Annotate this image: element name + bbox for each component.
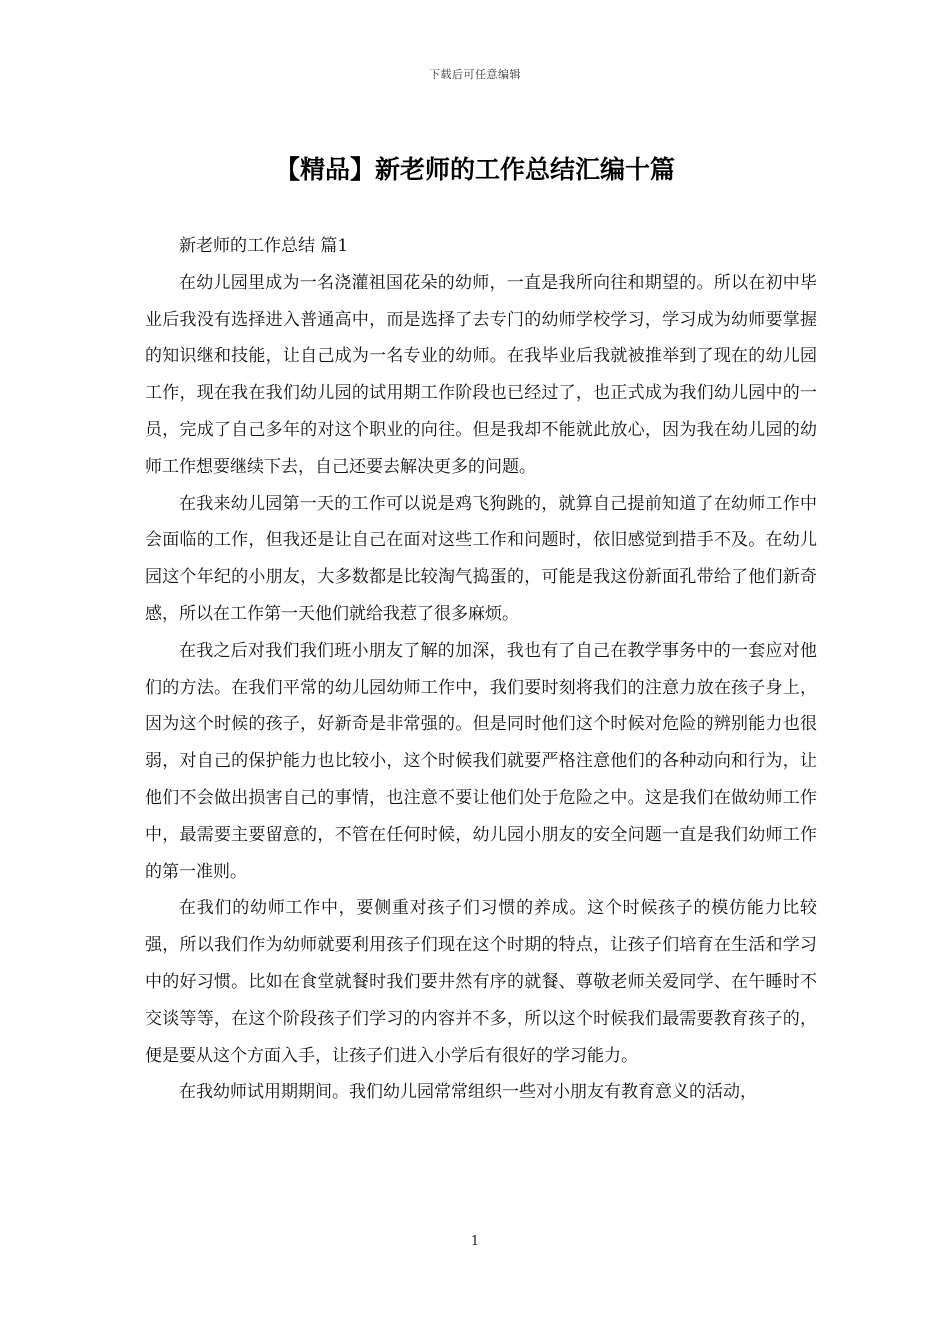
section-heading: 新老师的工作总结 篇1 — [179, 236, 349, 256]
paragraph-1: 在幼儿园里成为一名浇灌祖国花朵的幼师，一直是我所向往和期望的。所以在初中毕业后我没有选择进入普通高中，而是选择了去专门的幼师学校学习，学习成为幼师要掌握的知识继和技能，让自己成为一名专业的幼师。在我毕业后我就被推举到了现在的幼儿园工作，现在我在我们幼儿园的试用期工作阶段也已经过了，也正式成为我们幼儿园中的一员，完成了自己多年的对这个职业的向往。但是我却不能就此放心，因为我在幼儿园的幼师工作想要继续下去，自己还要去解决更多的问题。 — [145, 272, 817, 477]
paragraph-2: 在我来幼儿园第一天的工作可以说是鸡飞狗跳的，就算自己提前知道了在幼师工作中会面临的工作，但我还是让自己在面对这些工作和问题时，依旧感觉到措手不及。在幼儿园这个年纪的小朋友，大多数都是比较淘气捣蛋的，可能是我这份新面孔带给了他们新奇感，所以在工作第一天他们就给我惹了很多麻烦。 — [145, 493, 817, 624]
paragraph-5: 在我幼师试用期期间。我们幼儿园常常组织一些对小朋友有教育意义的活动， — [179, 1082, 757, 1103]
page-number: 1 — [470, 1234, 480, 1249]
document-body — [145, 228, 817, 1111]
page-header-note: 下载后可任意编辑 — [429, 68, 521, 81]
paragraph-4: 在我们的幼师工作中，要侧重对孩子们习惯的养成。这个时候孩子的模仿能力比较强，所以我们作为幼师就要利用孩子们现在这个时期的特点，让孩子们培育在生活和学习中的好习惯。比如在食堂就餐时我们要井然有序的就餐、尊敬老师关爱同学、在午睡时不交谈等等，在这个阶段孩子们学习的内容并不多，所以这个时候我们最需要教育孩子的，便是要从这个方面入手，让孩子们进入小学后有很好的学习能力。 — [145, 898, 817, 1066]
paragraph-3: 在我之后对我们我们班小朋友了解的加深，我也有了自己在教学事务中的一套应对他们的方法。在我们平常的幼儿园幼师工作中，我们要时刻将我们的注意力放在孩子身上，因为这个时候的孩子，好新奇是非常强的。但是同时他们这个时候对危险的辨别能力也很弱，对自己的保护能力也比较小，这个时候我们就要严格注意他们的各种动向和行为，让他们不会做出损害自己的事情，也注意不要让他们处于危险之中。这是我们在做幼师工作中，最需要主要留意的，不管在任何时候，幼儿园小朋友的安全问题一直是我们幼师工作的第一准则。 — [145, 640, 817, 882]
document-title: 【精品】新老师的工作总结汇编十篇 — [274, 155, 675, 184]
